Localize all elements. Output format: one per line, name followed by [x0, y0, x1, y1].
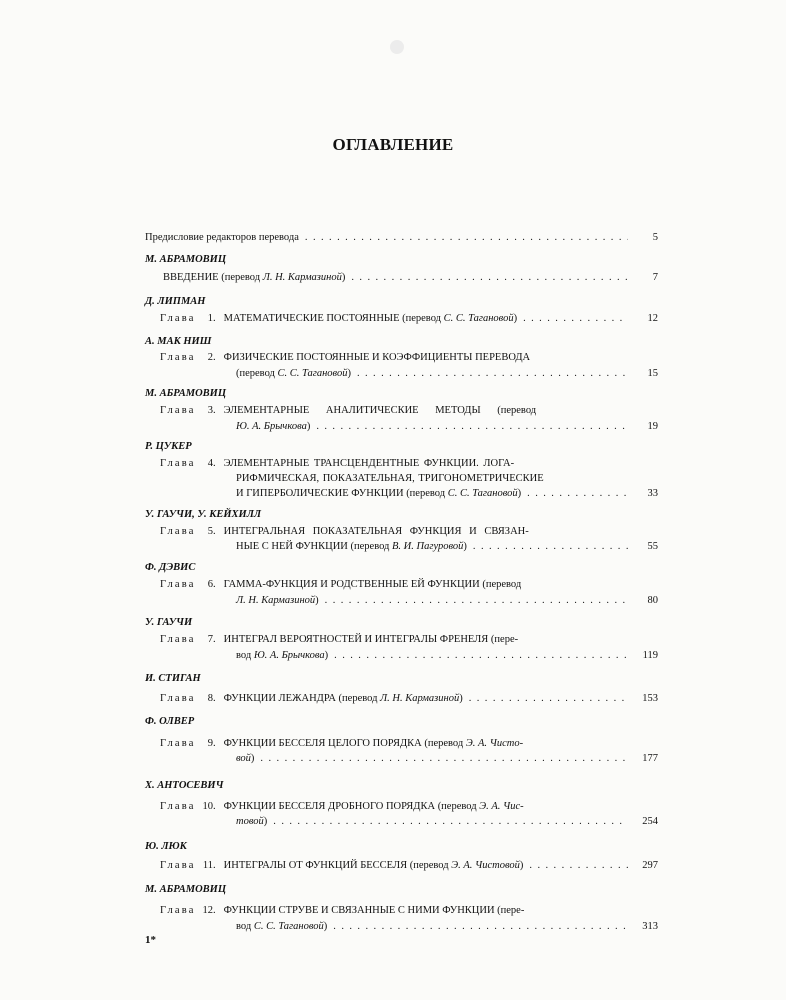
toc-entry-chapter-8[interactable]: Глава 8. ФУНКЦИИ ЛЕЖАНДРА (перевод Л. Н. Кармазиной ) . . . 153 [160, 692, 658, 705]
toc-entry-chapter-10-cont: товой ) . . . 254 [236, 815, 658, 828]
toc-entry-chapter-9-cont: вой ) . . . 177 [236, 752, 658, 765]
entry-author: У. ГАУЧИ [145, 617, 193, 628]
leader-dots [473, 540, 628, 553]
entry-author: Ю. ЛЮК [145, 841, 187, 852]
entry-author: Д. ЛИПМАН [145, 296, 206, 307]
page-number: 19 [647, 421, 658, 432]
page-number: 153 [642, 693, 658, 704]
entry-author: И. СТИГАН [145, 673, 201, 684]
entry-author: У. ГАУЧИ, У. КЕЙХИЛЛ [145, 509, 262, 520]
toc-entry-chapter-5-cont: НЫЕ С НЕЙ ФУНКЦИИ (перевод В. И. Пагуровой ) . . . 55 [236, 540, 658, 553]
toc-entry-chapter-3[interactable]: Глава 3. ЭЛЕМЕНТАРНЫЕ АНАЛИТИЧЕСКИЕ МЕТОДЫ (перевод [160, 405, 537, 416]
page-number: 177 [642, 753, 658, 764]
leader-dots [305, 231, 628, 244]
toc-entry-chapter-6-cont: Л. Н. Кармазиной ) . . . 80 [236, 594, 658, 607]
entry-author: А. МАК НИШ [145, 336, 212, 347]
toc-entry-chapter-4-l2: РИФМИЧЕСКАЯ, ПОКАЗАТЕЛЬНАЯ, ТРИГОНОМЕТРИЧЕСКИЕ [236, 473, 544, 484]
leader-dots [357, 367, 628, 380]
leader-dots [527, 487, 628, 500]
toc-entry-chapter-2-cont: (перевод С. С. Тагановой ) . . . 15 [236, 367, 658, 380]
signature-mark: 1* [145, 934, 156, 946]
toc-entry-intro[interactable]: ВВЕДЕНИЕ (перевод Л. Н. Кармазиной ) . . . 7 [163, 271, 658, 284]
page-title: ОГЛАВЛЕНИЕ [332, 135, 454, 154]
page-number: 33 [647, 488, 658, 499]
page-number: 297 [642, 860, 658, 871]
toc-entry-preface[interactable] [145, 231, 658, 244]
toc-entry-chapter-5[interactable]: Глава 5. ИНТЕГРАЛЬНАЯ ПОКАЗАТЕЛЬНАЯ ФУНКЦИЯ И СВЯЗАН- [160, 526, 529, 537]
page-number: 5 [652, 232, 658, 243]
toc-entry-chapter-1[interactable]: Глава 1. МАТЕМАТИЧЕСКИЕ ПОСТОЯННЫЕ (перевод С. С. Тагановой ) . . . 12 [160, 312, 658, 325]
leader-dots [523, 312, 628, 325]
toc-entry-chapter-4-l3: И ГИПЕРБОЛИЧЕСКИЕ ФУНКЦИИ (перевод С. С. Тагановой ) . . . 33 [236, 487, 658, 500]
leader-dots [316, 420, 628, 433]
entry-title: Предисловие редакторов перевода [145, 232, 299, 243]
leader-dots [334, 649, 628, 662]
entry-author: М. АБРАМОВИЦ [145, 884, 227, 895]
entry-author: М. АБРАМОВИЦ [145, 254, 227, 265]
leader-dots [529, 859, 628, 872]
toc-entry-chapter-4[interactable]: Глава 4. ЭЛЕМЕНТАРНЫЕ ТРАНСЦЕНДЕНТНЫЕ ФУНКЦИИ. ЛОГА- [160, 458, 515, 469]
page-number: 254 [642, 816, 658, 827]
toc-entry-chapter-6[interactable]: Глава 6. ГАММА-ФУНКЦИЯ И РОДСТВЕННЫЕ ЕЙ ФУНКЦИИ (перевод [160, 579, 522, 590]
entry-author: Х. АНТОСЕВИЧ [145, 780, 224, 791]
page-number: 80 [647, 595, 658, 606]
leader-dots [351, 271, 628, 284]
leader-dots [325, 594, 628, 607]
entry-title: ВВЕДЕНИЕ [163, 272, 219, 283]
leader-dots [260, 752, 628, 765]
page-number: 55 [647, 541, 658, 552]
page-number: 15 [647, 368, 658, 379]
toc-entry-chapter-12[interactable]: Глава 12. ФУНКЦИИ СТРУВЕ И СВЯЗАННЫЕ С НИМИ ФУНКЦИИ (пере- [160, 905, 525, 916]
entry-author: Ф. ОЛВЕР [145, 716, 195, 727]
entry-author: Р. ЦУКЕР [145, 441, 192, 452]
toc-entry-chapter-11[interactable]: Глава 11. ИНТЕГРАЛЫ ОТ ФУНКЦИЙ БЕССЕЛЯ (перевод Э. А. Чистовой ) . . . 297 [160, 859, 658, 872]
leader-dots [273, 815, 628, 828]
toc-entry-chapter-3-cont: Ю. А. Брычкова ) . . . 19 [236, 420, 658, 433]
toc-entry-chapter-7[interactable]: Глава 7. ИНТЕГРАЛ ВЕРОЯТНОСТЕЙ И ИНТЕГРАЛЫ ФРЕНЕЛЯ (пере- [160, 634, 519, 645]
page-number: 7 [652, 272, 658, 283]
page-number: 313 [642, 921, 658, 932]
entry-author: Ф. ДЭВИС [145, 562, 196, 573]
page-number: 12 [647, 313, 658, 324]
toc-entry-chapter-9[interactable]: Глава 9. ФУНКЦИИ БЕССЕЛЯ ЦЕЛОГО ПОРЯДКА (перевод Э. А. Чисто- [160, 738, 524, 749]
toc-entry-chapter-2[interactable]: Глава 2. ФИЗИЧЕСКИЕ ПОСТОЯННЫЕ И КОЭФФИЦИЕНТЫ ПЕРЕВОДА [160, 352, 531, 363]
leader-dots [333, 920, 628, 933]
toc-entry-chapter-10[interactable]: Глава 10. ФУНКЦИИ БЕССЕЛЯ ДРОБНОГО ПОРЯДКА (перевод Э. А. Чис- [160, 801, 524, 812]
toc-entry-chapter-12-cont: вод С. С. Тагановой ) . . . 313 [236, 920, 658, 933]
toc-entry-chapter-7-cont: вод Ю. А. Брычкова ) . . . 119 [236, 649, 658, 662]
entry-author: М. АБРАМОВИЦ [145, 388, 227, 399]
page-number: 119 [642, 650, 658, 661]
leader-dots [469, 692, 628, 705]
